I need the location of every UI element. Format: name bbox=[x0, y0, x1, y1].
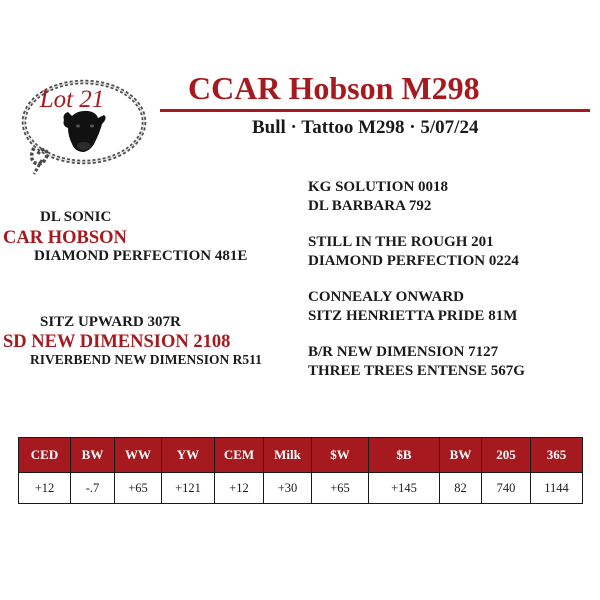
dam-dam-sire: B/R NEW DIMENSION 7127 bbox=[308, 344, 499, 360]
sire-dam-dam: DIAMOND PERFECTION 0224 bbox=[308, 253, 519, 269]
epd-value-bw: -.7 bbox=[71, 473, 115, 504]
sire-sire-sire: KG SOLUTION 0018 bbox=[308, 179, 449, 195]
sire-sire-dam: DL BARBARA 792 bbox=[308, 198, 432, 214]
sire-name: CAR HOBSON bbox=[3, 228, 127, 248]
epd-header-actual-bw: BW bbox=[440, 438, 482, 473]
epd-header-yw: YW bbox=[162, 438, 215, 473]
epd-value-cem: +12 bbox=[215, 473, 264, 504]
sire-dam: DIAMOND PERFECTION 481E bbox=[34, 248, 248, 264]
dam-sire-sire: CONNEALY ONWARD bbox=[308, 289, 464, 305]
dam-sire: SITZ UPWARD 307R bbox=[40, 314, 181, 330]
epd-value-yw: +121 bbox=[162, 473, 215, 504]
epd-header-ced: CED bbox=[19, 438, 71, 473]
epd-value-ww: +65 bbox=[115, 473, 162, 504]
epd-value-milk: +30 bbox=[264, 473, 312, 504]
epd-table bbox=[18, 437, 583, 504]
epd-header-205: 205 bbox=[482, 438, 531, 473]
epd-value-365: 1144 bbox=[531, 473, 583, 504]
lot-title: CCAR Hobson M298 bbox=[188, 70, 480, 106]
dam-dam: RIVERBEND NEW DIMENSION R511 bbox=[30, 352, 262, 367]
epd-header-dollar-w: $W bbox=[312, 438, 369, 473]
epd-header-bw: BW bbox=[71, 438, 115, 473]
lot-subtitle: Bull · Tattoo M298 · 5/07/24 bbox=[252, 117, 479, 138]
dam-sire-dam: SITZ HENRIETTA PRIDE 81M bbox=[308, 308, 518, 324]
epd-header-ww: WW bbox=[115, 438, 162, 473]
epd-value-ced: +12 bbox=[19, 473, 71, 504]
title-divider bbox=[160, 109, 590, 112]
epd-value-actual-bw: 82 bbox=[440, 473, 482, 504]
sire-dam-sire: STILL IN THE ROUGH 201 bbox=[308, 234, 494, 250]
epd-value-205: 740 bbox=[482, 473, 531, 504]
epd-header-dollar-b: $B bbox=[369, 438, 440, 473]
epd-value-row bbox=[19, 473, 583, 504]
epd-header-365: 365 bbox=[531, 438, 583, 473]
epd-header-cem: CEM bbox=[215, 438, 264, 473]
lot-number: Lot 21 bbox=[39, 86, 105, 113]
sire-sire: DL SONIC bbox=[40, 209, 112, 225]
epd-value-dollar-b: +145 bbox=[369, 473, 440, 504]
epd-header-milk: Milk bbox=[264, 438, 312, 473]
epd-value-dollar-w: +65 bbox=[312, 473, 369, 504]
dam-name: SD NEW DIMENSION 2108 bbox=[3, 332, 231, 352]
dam-dam-dam: THREE TREES ENTENSE 567G bbox=[308, 363, 525, 379]
bull-head-icon bbox=[64, 111, 106, 152]
epd-header-row bbox=[19, 438, 583, 473]
